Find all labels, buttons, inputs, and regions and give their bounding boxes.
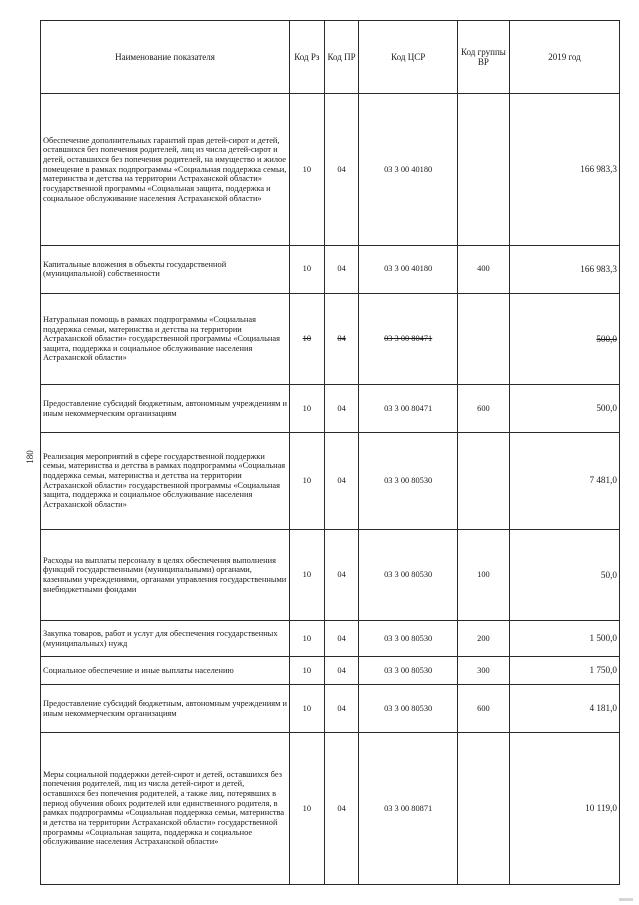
table-row [41,432,620,529]
row-year: 7 481,0 [509,432,619,529]
row-pr: 04 [324,656,359,685]
table-row [41,93,620,245]
row-rz: 10 [289,621,324,656]
row-pr: 04 [324,385,359,433]
row-year: 500,0 [509,293,619,385]
row-pr: 04 [324,529,359,621]
page-number: 180 [25,450,35,464]
row-pr: 04 [324,432,359,529]
row-vr [457,293,509,385]
table-header-row [41,21,620,94]
row-year: 10 119,0 [509,732,619,884]
scan-mark [619,898,633,901]
row-vr: 400 [457,246,509,294]
row-vr: 100 [457,529,509,621]
budget-table [40,20,620,885]
table-row [41,293,620,385]
row-year: 1 750,0 [509,656,619,685]
row-year: 1 500,0 [509,621,619,656]
row-rz: 10 [289,685,324,733]
row-name: Закупка товаров, работ и услуг для обеспечения государственных (муниципальных) нужд [41,621,290,656]
row-name: Капитальные вложения в объекты государственной (муниципальной) собственности [41,246,290,294]
row-rz: 10 [289,385,324,433]
row-year: 50,0 [509,529,619,621]
row-csr: 03 3 00 80471 [359,293,457,385]
row-name: Расходы на выплаты персоналу в целях обеспечения выполнения функций государственными (муниципальными) органами, казенными учреждениями, органами управления государственными внебюджетными фондами [41,529,290,621]
row-rz: 10 [289,293,324,385]
row-csr: 03 3 00 40180 [359,93,457,245]
row-pr: 04 [324,685,359,733]
row-vr: 200 [457,621,509,656]
row-vr: 600 [457,385,509,433]
row-name: Меры социальной поддержки детей-сирот и детей, оставшихся без попечения родителей, лиц из числа детей-сирот и детей, оставшихся без попечения родителей, а также лиц, потерявших в период обучения обоих родителей или единственного родителя, в рамках подпрограммы «Социальная поддержка семьи, материнства и детства на территории Астраханской области» государственной программы «Социальная защита, поддержка и социальное обслуживание населения Астраханской области» [41,732,290,884]
row-name: Обеспечение дополнительных гарантий прав детей-сирот и детей, оставшихся без попечения родителей, лиц из числа детей-сирот и детей, оставшихся без попечения родителей, на имущество и жилое помещение в рамках подпрограммы «Социальная поддержка семьи, материнства и детства на территории Астраханской области» государственной программы «Социальная защита, поддержка и социальное обслуживание населения Астраханской области» [41,93,290,245]
row-rz: 10 [289,656,324,685]
row-csr: 03 3 00 80530 [359,621,457,656]
row-name: Реализация мероприятий в сфере государственной поддержки семьи, материнства и детства в рамках подпрограммы «Социальная поддержка семьи, материнства и детства на территории Астраханской области» государственной программы «Социальная защита, поддержка и социальное обслуживание населения Астраханской области» [41,432,290,529]
row-name: Предоставление субсидий бюджетным, автономным учреждениям и иным некоммерческим организациям [41,685,290,733]
row-rz: 10 [289,246,324,294]
table-row [41,385,620,433]
table-row [41,246,620,294]
row-year: 500,0 [509,385,619,433]
row-name: Натуральная помощь в рамках подпрограммы «Социальная поддержка семьи, материнства и детства на территории Астраханской области» государственной программы «Социальная защита, поддержка и социальное обслуживание населения Астраханской области» [41,293,290,385]
header-vr: Код группы ВР [457,21,509,94]
row-csr: 03 3 00 80530 [359,432,457,529]
header-year: 2019 год [509,21,619,94]
row-pr: 04 [324,246,359,294]
row-rz: 10 [289,529,324,621]
row-year: 166 983,3 [509,93,619,245]
row-vr [457,432,509,529]
row-rz: 10 [289,432,324,529]
row-csr: 03 3 00 80530 [359,685,457,733]
row-rz: 10 [289,93,324,245]
row-pr: 04 [324,293,359,385]
row-name: Предоставление субсидий бюджетным, автономным учреждениям и иным некоммерческим организациям [41,385,290,433]
budget-table-sheet [40,20,620,885]
row-rz: 10 [289,732,324,884]
row-vr [457,93,509,245]
header-csr: Код ЦСР [359,21,457,94]
row-pr: 04 [324,732,359,884]
row-year: 166 983,3 [509,246,619,294]
header-pr: Код ПР [324,21,359,94]
row-vr [457,732,509,884]
row-pr: 04 [324,621,359,656]
row-name: Социальное обеспечение и иные выплаты населению [41,656,290,685]
row-vr: 300 [457,656,509,685]
row-pr: 04 [324,93,359,245]
row-csr: 03 3 00 80530 [359,529,457,621]
header-name: Наименование показателя [41,21,290,94]
header-rz: Код Рз [289,21,324,94]
row-csr: 03 3 00 40180 [359,246,457,294]
row-csr: 03 3 00 80530 [359,656,457,685]
table-row [41,529,620,621]
row-year: 4 181,0 [509,685,619,733]
table-row [41,621,620,656]
row-csr: 03 3 00 80471 [359,385,457,433]
row-vr: 600 [457,685,509,733]
row-csr: 03 3 00 80871 [359,732,457,884]
table-row [41,656,620,685]
table-row [41,685,620,733]
table-row [41,732,620,884]
